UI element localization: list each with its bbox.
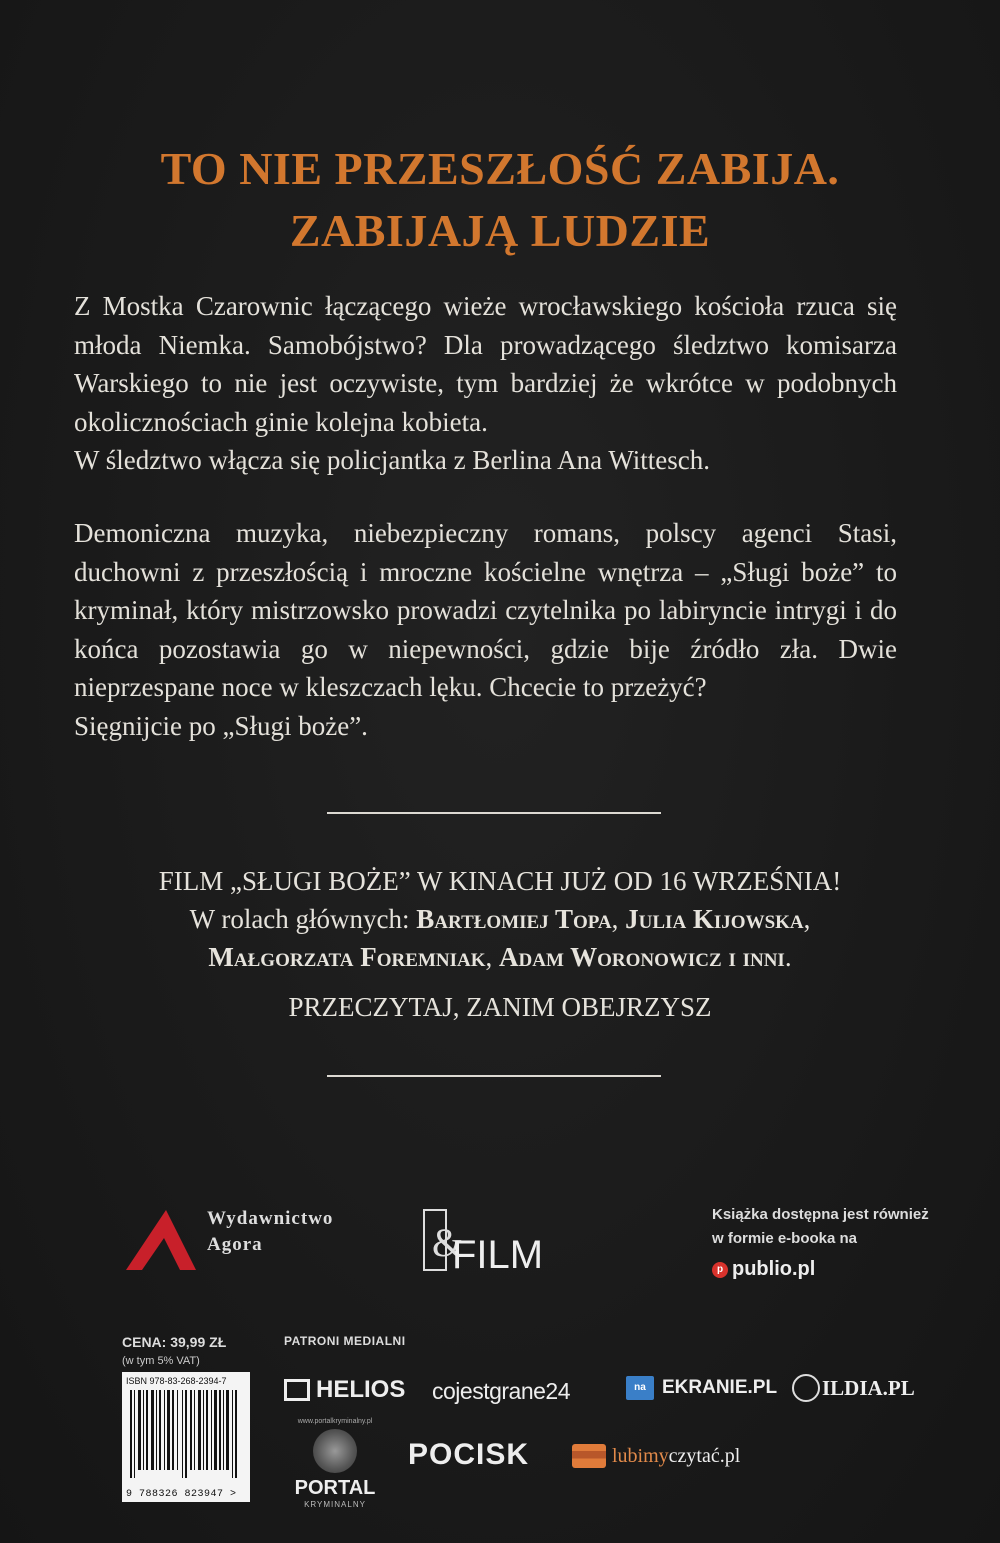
divider-bottom [327, 1075, 661, 1077]
svg-text:&: & [432, 1220, 464, 1265]
publisher-line: Agora [207, 1234, 263, 1255]
publisher-line: Wydawnictwo [207, 1208, 334, 1229]
gildia-icon [792, 1374, 820, 1402]
blurb-text: Demoniczna muzyka, niebezpieczny romans, polscy agenci Stasi, duchowni z przeszłością i mroczne kościelne wnętrza – „Sługi boże” to kryminał, który mistrzowsko prowadzi czytelnika po labiryncie intrygi i do końca pozostawia go w niepewności, gdzie bije źródło zła. Dwie nieprzespane noce w kleszczach lęku. Chcecie to przeżyć? [74, 518, 897, 702]
separator: , [803, 904, 811, 934]
portal-name: PORTAL [294, 1477, 376, 1499]
blurb-text: W śledztwo włącza się policjantka z Berlina Ana Wittesch. [74, 445, 710, 475]
cast-line-2 [0, 938, 1000, 976]
portal-kryminalny-logo [296, 1418, 374, 1509]
agora-logo-icon [126, 1208, 196, 1272]
portal-url: www.portalkryminalny.pl [297, 1418, 373, 1425]
publio-icon: p [712, 1262, 728, 1278]
gildia-text: ILDIA.PL [822, 1375, 915, 1400]
read-before-watch: PRZECZYTAJ, ZANIM OBEJRZYSZ [288, 992, 712, 1022]
isbn-label: ISBN 978-83-268-2394-7 [126, 1376, 227, 1386]
naekranie-text: EKRANIE.PL [662, 1377, 778, 1398]
actor-name: Julia Kijowska [625, 904, 804, 934]
publio-logo [712, 1258, 815, 1281]
actor-name: Adam Woronowicz i inni [499, 942, 785, 972]
headline-line-1: TO NIE PRZESZŁOŚĆ ZABIJA. [160, 143, 840, 194]
actor-name: Małgorzata Foremniak [208, 942, 486, 972]
ebook-line: w formie e-booka na [712, 1230, 858, 1247]
gildia-logo [792, 1374, 915, 1402]
fingerprint-icon [313, 1429, 357, 1473]
lubimy-text: lubimy [612, 1444, 669, 1467]
film-announcement: FILM „SŁUGI BOŻE” W KINACH JUŻ OD 16 WRZEŚNIA! [158, 866, 842, 896]
blurb-text: Sięgnijcie po „Sługi boże”. [74, 710, 368, 741]
books-icon [572, 1444, 606, 1468]
portal-sub: KRYMINALNY [304, 1500, 366, 1509]
helios-text: HELIOS [316, 1376, 406, 1403]
naekranie-logo [626, 1376, 777, 1400]
helios-icon [284, 1379, 310, 1401]
cast-prefix: W rolach głównych: [189, 904, 417, 934]
cast-line-1 [0, 900, 1000, 938]
czytac-text: czytać.pl [668, 1444, 741, 1467]
blurb-text: Z Mostka Czarownic łączącego wieże wrocławskiego kościoła rzuca się młoda Niemka. Samobójstwo? Dla prowadzącego śledztwo komisarza Warskiego to nie jest oczywiste, tym bardziej że wkrótce w podobnych okolicznościach ginie kolejna kobieta. [74, 291, 897, 437]
film-imprint-logo [422, 1208, 544, 1277]
media-patrons-label: PATRONI MEDIALNI [284, 1334, 406, 1348]
vat-note: (w tym 5% VAT) [122, 1355, 200, 1367]
lubimyczytac-logo [572, 1444, 740, 1468]
naekranie-badge: na [626, 1376, 654, 1400]
pocisk-logo [408, 1438, 529, 1472]
film-logo-text: FILM [452, 1233, 544, 1277]
actor-name: Bartłomiej Topa [416, 904, 612, 934]
pocisk-text: POCISK [408, 1438, 530, 1471]
barcode-number: 9 788326 823947 > [126, 1489, 237, 1500]
separator: , [485, 942, 499, 972]
blurb-paragraph-2 [74, 514, 897, 745]
isbn-barcode [122, 1372, 250, 1502]
ebook-note [712, 1203, 929, 1251]
cojestgrane-logo [432, 1378, 570, 1405]
barcode-icon [128, 1390, 244, 1482]
separator: . [784, 942, 792, 972]
cojestgrane-text: cojestgrane24 [432, 1378, 570, 1404]
publio-text: publio.pl [732, 1258, 816, 1280]
divider-top [327, 812, 661, 814]
separator: , [611, 904, 626, 934]
headline-line-2: ZABIJAJĄ LUDZIE [289, 205, 711, 256]
publisher-name [207, 1206, 333, 1258]
price-label: CENA: 39,99 ZŁ [122, 1334, 227, 1350]
helios-logo [284, 1376, 405, 1404]
blurb-paragraph-1 [74, 287, 897, 480]
ebook-line: Książka dostępna jest również [712, 1206, 929, 1223]
